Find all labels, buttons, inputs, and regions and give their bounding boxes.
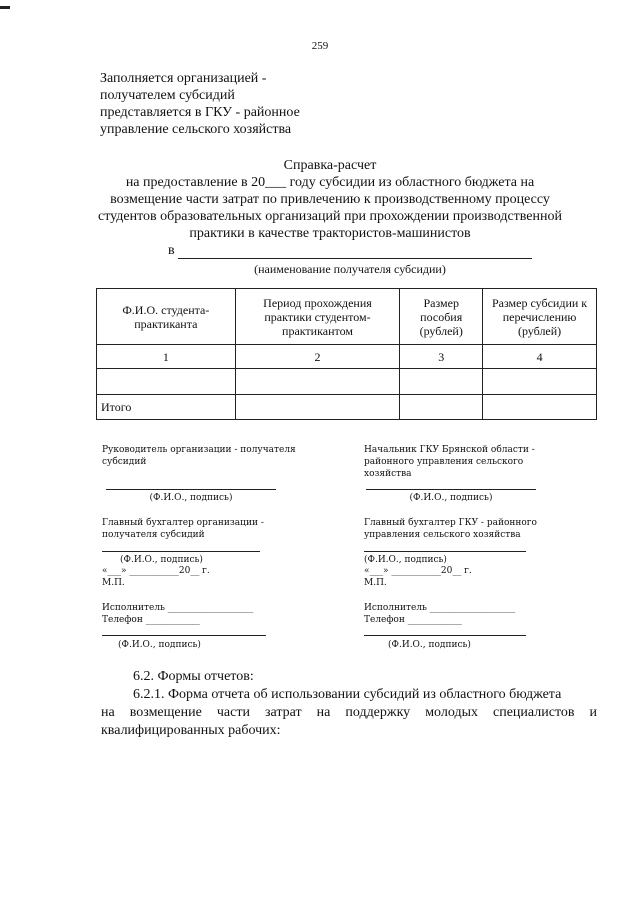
header-note: [100, 70, 400, 138]
title-line: на предоставление в 20___ году субсидии из областного бюджета на: [125, 175, 535, 190]
total-label: Итого: [97, 395, 236, 420]
header-line: получателем субсидий: [100, 88, 235, 103]
table-cell: [400, 395, 483, 420]
right-date: «___» ___________20__ г.: [364, 566, 472, 576]
left-executor-signature-line: [102, 635, 266, 636]
section-heading: 6.2. Формы отчетов:: [133, 669, 254, 684]
page-number: 259: [311, 40, 329, 52]
sig-text: хозяйства: [364, 469, 412, 479]
section-paragraph: [101, 686, 597, 740]
left-accountant-fio: (Ф.И.О., подпись): [120, 555, 203, 565]
header-line: управление сельского хозяйства: [100, 122, 292, 137]
right-stamp-place: М.П.: [364, 578, 387, 588]
left-head-fio: (Ф.И.О., подпись): [149, 493, 233, 503]
right-head-title: [364, 444, 594, 480]
sig-text: Главный бухгалтер ГКУ - районного: [364, 518, 537, 528]
corner-mark: [0, 6, 10, 9]
table-cell: [235, 395, 400, 420]
paragraph-line: на возмещение части затрат на поддержку молодых специалистов и: [101, 705, 597, 720]
right-executor-signature-line: [364, 635, 526, 636]
left-head-title: [102, 444, 332, 468]
table-cell: [235, 369, 400, 395]
left-date: «___» ___________20__ г.: [102, 566, 210, 576]
paragraph-line: 6.2.1. Форма отчета об использовании субсидий из областного бюджета: [133, 687, 562, 702]
sig-text: получателя субсидий: [102, 530, 205, 540]
left-accountant-title: [102, 517, 332, 541]
document-title: [80, 157, 580, 242]
sig-text: субсидий: [102, 457, 147, 467]
right-head-fio: (Ф.И.О., подпись): [409, 493, 493, 503]
right-head-signature-line: [366, 489, 536, 490]
right-accountant-fio: (Ф.И.О., подпись): [364, 555, 447, 565]
right-phone: Телефон ____________: [364, 615, 462, 625]
recipient-underline: [178, 258, 532, 259]
recipient-prefix: в: [168, 243, 175, 258]
header-line: представляется в ГКУ - районное: [100, 105, 300, 120]
left-executor-fio: (Ф.И.О., подпись): [118, 640, 201, 650]
column-number: 1: [97, 345, 236, 369]
column-header: Ф.И.О. студента-практиканта: [97, 289, 236, 345]
column-header: Размер субсидии к перечислению (рублей): [483, 289, 597, 345]
sig-text: Руководитель организации - получателя: [102, 445, 296, 455]
sig-text: Начальник ГКУ Брянской области -: [364, 445, 535, 455]
left-executor: Исполнитель ___________________: [102, 603, 254, 613]
title-line: студентов образовательных организаций при прохождении производственной: [98, 209, 562, 224]
column-header: Период прохождения практики студентом-практикантом: [235, 289, 400, 345]
paragraph-line: квалифицированных рабочих:: [101, 723, 281, 738]
sig-text: управления сельского хозяйства: [364, 530, 521, 540]
sig-text: районного управления сельского: [364, 457, 524, 467]
right-accountant-title: [364, 517, 594, 541]
table-cell: [400, 369, 483, 395]
left-head-signature-line: [106, 489, 276, 490]
right-executor: Исполнитель ___________________: [364, 603, 516, 613]
header-line: Заполняется организацией -: [100, 71, 267, 86]
left-phone: Телефон ____________: [102, 615, 200, 625]
right-executor-fio: (Ф.И.О., подпись): [388, 640, 471, 650]
title-line: Справка-расчет: [283, 158, 377, 173]
left-stamp-place: М.П.: [102, 578, 125, 588]
title-line: возмещение части затрат по привлечению к производственному процессу: [110, 192, 550, 207]
left-accountant-signature-line: [102, 551, 260, 552]
column-number: 4: [483, 345, 597, 369]
calculation-table: [96, 288, 597, 420]
table-cell: [483, 395, 597, 420]
column-header: Размер пособия (рублей): [400, 289, 483, 345]
title-line: практики в качестве трактористов-машинистов: [189, 226, 471, 241]
table-cell: [483, 369, 597, 395]
right-accountant-signature-line: [364, 551, 526, 552]
column-number: 3: [400, 345, 483, 369]
total-row: [97, 395, 597, 420]
column-number: 2: [235, 345, 400, 369]
table-cell: [97, 369, 236, 395]
sig-text: Главный бухгалтер организации -: [102, 518, 264, 528]
table-row: [97, 369, 597, 395]
recipient-note: (наименование получателя субсидии): [254, 262, 446, 276]
